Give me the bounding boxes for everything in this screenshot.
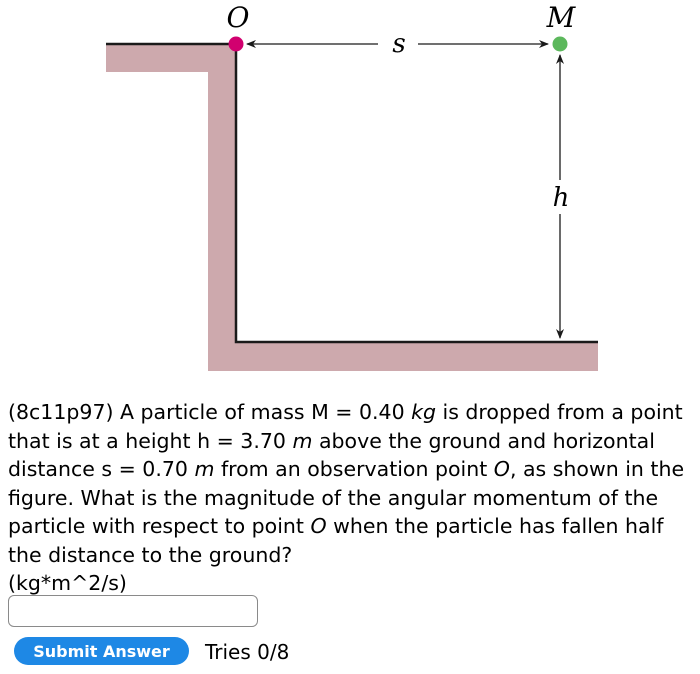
question-part: is dropped from a point that is at a height h = 3.70 [8,400,683,453]
ledge-edge [106,44,598,342]
question-text [8,398,694,598]
label-M: M [546,1,576,34]
question-part: , as shown in the figure. What is the magnitude of the angular momentum of the particle with respect to point [8,457,685,538]
question-part: (8c11p97) A particle of mass M = 0.40 [8,400,412,424]
ledge-block [106,44,598,371]
label-s: s [392,29,406,59]
question-part: above the ground and horizontal distance s = 0.70 [8,428,655,481]
height-unit: m [292,428,313,453]
submit-answer-button[interactable]: Submit Answer [14,637,189,665]
distance-unit: m [194,457,215,481]
point-M [553,37,568,52]
point-name: O [493,457,510,481]
point-O [229,37,244,52]
answer-input[interactable] [8,595,258,627]
question-part: from an observation point [214,457,494,481]
tries-counter: Tries 0/8 [205,640,290,664]
answer-units: (kg*m^2/s) [8,571,127,595]
label-O: O [226,1,250,34]
mass-unit: kg [411,400,437,424]
label-h: h [552,183,570,213]
point-name: O [310,514,327,538]
question-part: when the particle has fallen half the distance to the ground? [8,514,664,567]
